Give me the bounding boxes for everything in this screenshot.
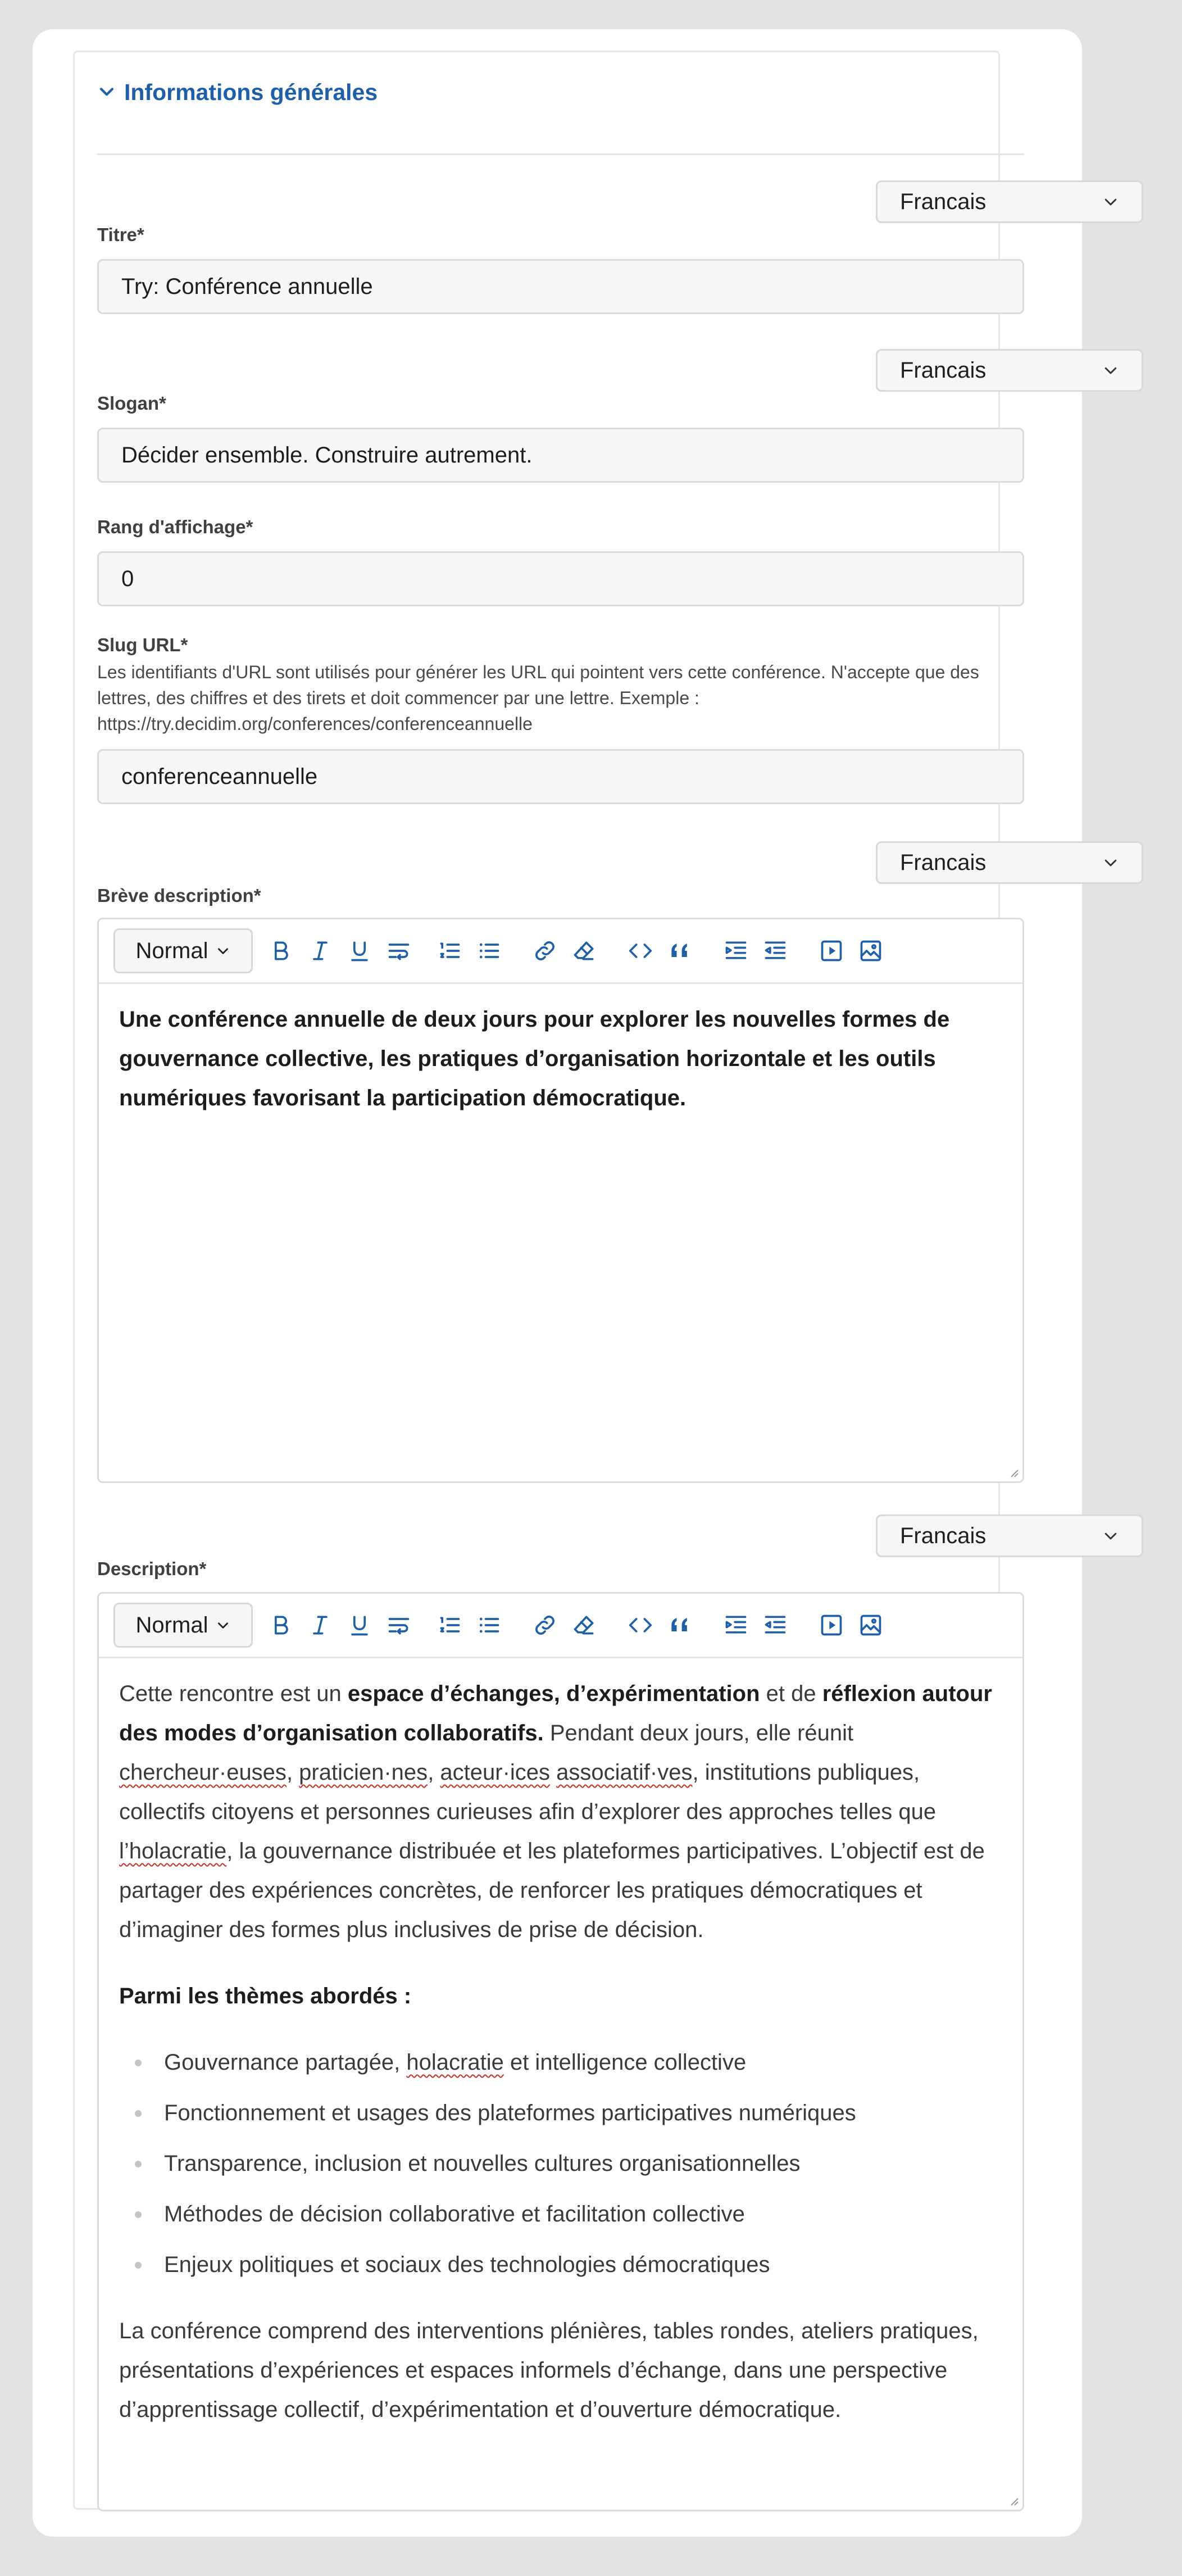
themes-heading: Parmi les thèmes abordés : bbox=[119, 1984, 412, 2008]
outdent-icon bbox=[763, 938, 788, 963]
title-label: Titre* bbox=[97, 224, 144, 245]
image-button[interactable] bbox=[857, 937, 884, 964]
quote-icon bbox=[667, 938, 692, 963]
ordered-list-icon bbox=[437, 938, 462, 963]
italic-icon bbox=[308, 1613, 333, 1638]
rank-label: Rang d'affichage* bbox=[97, 516, 253, 537]
link-icon bbox=[533, 1613, 557, 1638]
link-button[interactable] bbox=[531, 1612, 558, 1639]
eraser-icon bbox=[572, 938, 597, 963]
code-button[interactable] bbox=[627, 937, 654, 964]
language-value: Francais bbox=[900, 850, 986, 875]
spellcheck-word: l’holacratie bbox=[119, 1839, 227, 1863]
language-value: Francais bbox=[900, 357, 986, 383]
chevron-down-icon bbox=[1102, 1527, 1119, 1544]
chevron-down-icon bbox=[216, 944, 230, 958]
indent-button[interactable] bbox=[722, 1612, 749, 1639]
slogan-input[interactable] bbox=[97, 428, 1024, 483]
bold-icon bbox=[269, 1613, 293, 1638]
short-description-label: Brève description* bbox=[97, 885, 261, 906]
hard-break-button[interactable] bbox=[385, 1612, 412, 1639]
text-run: , la gouvernance distribuée et les plateformes participatives. L’objectif est de partager des expériences concrètes, de renforcer les pratiques démocratiques et d’imaginer des formes plus inclusives de prise de décision. bbox=[119, 1839, 985, 1942]
bold-button[interactable] bbox=[267, 937, 294, 964]
outdent-button[interactable] bbox=[762, 1612, 789, 1639]
short-description-language-select[interactable] bbox=[876, 841, 1143, 884]
description-editor[interactable] bbox=[97, 1592, 1024, 2511]
slug-input[interactable] bbox=[97, 749, 1024, 804]
format-value: Normal bbox=[135, 1612, 208, 1638]
chevron-down-icon bbox=[97, 83, 116, 102]
list-item bbox=[164, 2043, 1002, 2082]
italic-button[interactable] bbox=[307, 1612, 334, 1639]
bold-button[interactable] bbox=[267, 1612, 294, 1639]
video-icon bbox=[819, 938, 844, 963]
indent-button[interactable] bbox=[722, 937, 749, 964]
language-value: Francais bbox=[900, 1523, 986, 1548]
italic-button[interactable] bbox=[307, 937, 334, 964]
editor-content[interactable] bbox=[99, 1658, 1022, 2429]
chevron-down-icon bbox=[1102, 362, 1119, 379]
text-run: Gouvernance partagée, bbox=[164, 2050, 407, 2075]
text-run: , bbox=[286, 1760, 299, 1785]
language-value: Francais bbox=[900, 189, 986, 214]
quote-icon bbox=[667, 1613, 692, 1638]
hard-break-button[interactable] bbox=[385, 937, 412, 964]
link-button[interactable] bbox=[531, 937, 558, 964]
slogan-language-select[interactable] bbox=[876, 349, 1143, 392]
list-item: Transparence, inclusion et nouvelles cultures organisationnelles bbox=[164, 2144, 1002, 2183]
code-icon bbox=[628, 938, 653, 963]
format-value: Normal bbox=[135, 938, 208, 963]
outdent-icon bbox=[763, 1613, 788, 1638]
clear-format-button[interactable] bbox=[571, 1612, 598, 1639]
text-run: Cette rencontre est un bbox=[119, 1681, 348, 1706]
code-button[interactable] bbox=[627, 1612, 654, 1639]
slug-label: Slug URL* bbox=[97, 634, 188, 655]
underline-button[interactable] bbox=[346, 937, 373, 964]
text-run: , institutions publiques, collectifs citoyens et personnes curieuses afin d’explorer des approches telles que bbox=[119, 1760, 936, 1824]
list-item: Méthodes de décision collaborative et facilitation collective bbox=[164, 2194, 1002, 2234]
hard-break-icon bbox=[387, 1613, 411, 1638]
spellcheck-word: acteur·ices bbox=[440, 1760, 551, 1785]
text-run: et intelligence collective bbox=[503, 2050, 747, 2075]
indent-icon bbox=[724, 1613, 748, 1638]
bold-text: réflexion autour des modes d’organisation collaboratifs. bbox=[119, 1681, 992, 1745]
link-icon bbox=[533, 938, 557, 963]
image-icon bbox=[858, 1613, 883, 1638]
section-toggle[interactable] bbox=[97, 72, 1024, 112]
eraser-icon bbox=[572, 1613, 597, 1638]
text-run: , bbox=[428, 1760, 440, 1785]
hard-break-icon bbox=[387, 938, 411, 963]
spellcheck-word: chercheur·euses bbox=[119, 1760, 287, 1785]
chevron-down-icon bbox=[1102, 193, 1119, 210]
blockquote-button[interactable] bbox=[666, 937, 693, 964]
description-paragraph bbox=[119, 1674, 1002, 1949]
short-description-editor[interactable] bbox=[97, 918, 1024, 1483]
title-value: Try: Conférence annuelle bbox=[121, 274, 373, 299]
bold-text: espace d’échanges, d’expérimentation bbox=[347, 1681, 760, 1706]
editor-toolbar bbox=[99, 919, 1022, 984]
underline-button[interactable] bbox=[346, 1612, 373, 1639]
spellcheck-word: praticien·nes bbox=[299, 1760, 428, 1785]
section-divider bbox=[97, 153, 1024, 155]
editor-toolbar bbox=[99, 1594, 1022, 1658]
video-button[interactable] bbox=[818, 937, 845, 964]
underline-icon bbox=[347, 938, 372, 963]
video-button[interactable] bbox=[818, 1612, 845, 1639]
ordered-list-icon bbox=[437, 1613, 462, 1638]
slogan-value: Décider ensemble. Construire autrement. bbox=[121, 442, 533, 468]
description-language-select[interactable] bbox=[876, 1514, 1143, 1557]
heading-format-select[interactable] bbox=[113, 928, 253, 973]
text-run bbox=[550, 1760, 556, 1785]
italic-icon bbox=[308, 938, 333, 963]
slug-value: conferenceannuelle bbox=[121, 764, 318, 789]
bullet-list-button[interactable] bbox=[475, 937, 502, 964]
clear-format-button[interactable] bbox=[571, 937, 598, 964]
editor-content[interactable] bbox=[99, 984, 1022, 1118]
spellcheck-word: associatif·ves bbox=[556, 1760, 693, 1785]
chevron-down-icon bbox=[1102, 854, 1119, 871]
video-icon bbox=[819, 1613, 844, 1638]
blockquote-button[interactable] bbox=[666, 1612, 693, 1639]
slug-help-text: Les identifiants d'URL sont utilisés pour générer les URL qui pointent vers cette conférence. N'accepte que des lettres, des chiffres et des tirets et doit commencer par une lettre. Exemple : https://try.decidim.org/conferences/conferenceannuelle bbox=[97, 662, 979, 734]
indent-icon bbox=[724, 938, 748, 963]
title-input[interactable] bbox=[97, 259, 1024, 314]
list-item: Enjeux politiques et sociaux des technologies démocratiques bbox=[164, 2245, 1002, 2284]
general-info-panel bbox=[73, 51, 1000, 2510]
section-title: Informations générales bbox=[124, 79, 378, 105]
slogan-label: Slogan* bbox=[97, 393, 166, 414]
ordered-list-button[interactable] bbox=[436, 1612, 463, 1639]
title-language-select[interactable] bbox=[876, 180, 1143, 223]
underline-icon bbox=[347, 1613, 372, 1638]
resize-handle-icon[interactable] bbox=[1008, 1467, 1019, 1478]
short-description-text: Une conférence annuelle de deux jours pour explorer les nouvelles formes de gouvernance collective, les pratiques d’organisation horizontale et les outils numériques favorisant la participation démocratique. bbox=[119, 1007, 950, 1110]
rank-value: 0 bbox=[121, 566, 134, 591]
text-run: Pendant deux jours, elle réunit bbox=[543, 1721, 854, 1745]
bullet-list-icon bbox=[476, 1613, 501, 1638]
form-card bbox=[33, 29, 1082, 2537]
image-button[interactable] bbox=[857, 1612, 884, 1639]
resize-handle-icon[interactable] bbox=[1008, 2495, 1019, 2506]
chevron-down-icon bbox=[216, 1618, 230, 1632]
rank-input[interactable] bbox=[97, 551, 1024, 606]
ordered-list-button[interactable] bbox=[436, 937, 463, 964]
spellcheck-word: holacratie bbox=[406, 2050, 504, 2075]
text-run: et de bbox=[760, 1681, 822, 1706]
description-label: Description* bbox=[97, 1558, 207, 1579]
outdent-button[interactable] bbox=[762, 937, 789, 964]
image-icon bbox=[858, 938, 883, 963]
themes-list bbox=[119, 2043, 1002, 2284]
heading-format-select[interactable] bbox=[113, 1603, 253, 1648]
code-icon bbox=[628, 1613, 653, 1638]
bullet-list-icon bbox=[476, 938, 501, 963]
list-item: Fonctionnement et usages des plateformes participatives numériques bbox=[164, 2093, 1002, 2133]
bold-icon bbox=[269, 938, 293, 963]
closing-paragraph: La conférence comprend des interventions plénières, tables rondes, ateliers pratiques, présentations d’expériences et espaces informels d’échange, dans une perspective d’apprentissage collectif, d’expérimentation et d’ouverture démocratique. bbox=[119, 2319, 979, 2422]
bullet-list-button[interactable] bbox=[475, 1612, 502, 1639]
